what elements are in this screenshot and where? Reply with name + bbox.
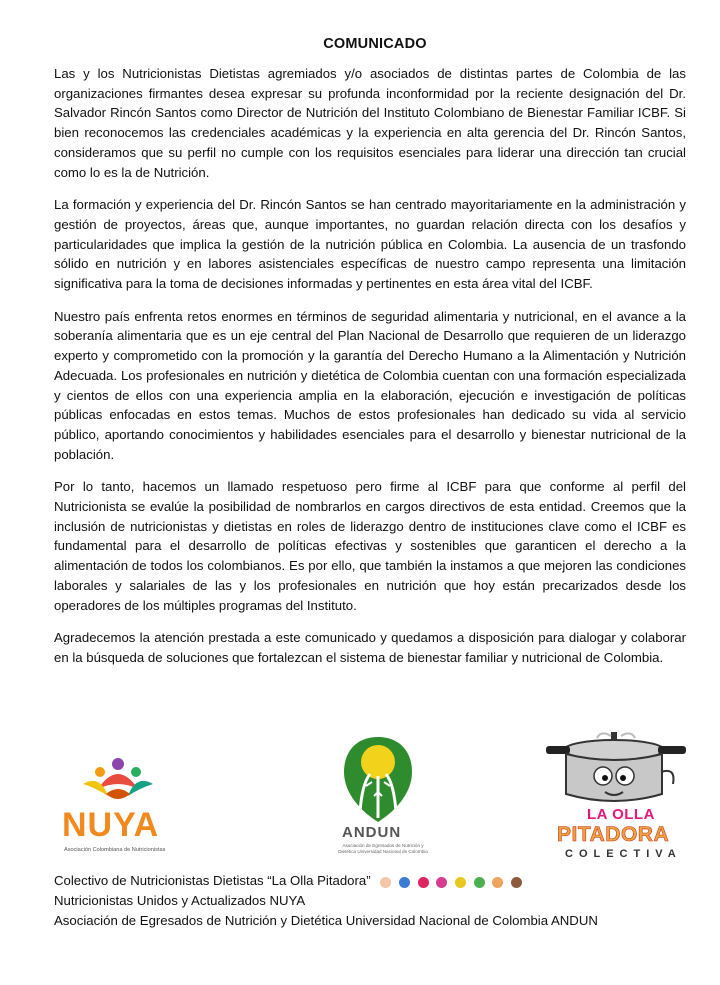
andun-wordmark: ANDUN [342,824,402,841]
olla-pitadora-logo [535,732,695,864]
paragraph-3: Nuestro país enfrenta retos enormes en términos de seguridad alimentaria y nutricional, en el avance a la soberanía alimentaria que es un eje central del Plan Nacional de Desarrollo que requieren de un liderazgo experto y comprometido con la promoción y la garantía del Derecho Humano a la Alimentación y Nutrición Adecuada. Los profesionales en nutrición y dietética de Colombia cuentan con una formación especializada y cientos de ellos con una experiencia amplia en la elaboración, ejecución e investigación de políticas públicas enfocadas en estos temas. Muchos de estos profesionales han dedicado su vida al servicio público, aportando conocimientos y habilidades esenciales para el desarrollo y bienestar nutricional de la población. [54,308,686,462]
olla-line-1: LA OLLA [587,806,655,823]
hand-emoji-icon [380,877,391,888]
nuya-figures-icon [78,754,158,809]
beans-emoji-icon [511,877,522,888]
andun-emblem-icon [340,734,416,824]
logos-row [0,732,720,862]
corn-emoji-icon [455,877,466,888]
nuya-wordmark: NUYA [62,806,160,844]
nuya-logo [60,754,190,859]
emoji-row [380,872,526,892]
olla-line-2: PITADORA [557,823,670,846]
document-title: COMUNICADO [323,36,427,52]
signatures [54,871,598,930]
signature-olla-pitadora [54,871,598,891]
pressure-cooker-icon [541,732,691,812]
andun-logo [330,732,430,860]
drop-emoji-icon [399,877,410,888]
plant-emoji-icon [474,877,485,888]
potato-emoji-icon [492,877,503,888]
nuya-subtitle: Asociación Colombiana de Nutricionistas [64,847,166,853]
signature-nuya: Nutricionistas Unidos y Actualizados NUYA [54,893,306,909]
paragraph-1: Las y los Nutricionistas Dietistas agremiados y/o asociados de distintas partes de Colombia de las organizaciones firmantes desea expresar su profunda inconformidad por la reciente designación del Dr. Salvador Rincón Santos como Director de Nutrición del Instituto Colombiano de Bienestar Familiar ICBF. Si bien reconocemos las credenciales académicas y la experiencia en alta gerencia del Dr. Rincón Santos, consideramos que su perfil no cumple con los requisitos esenciales para liderar una dirección tan crucial como lo es la de Nutrición. [54,66,686,180]
andun-subtitle: Asociación de Egresados de Nutrición y Dietética Universidad Nacional de Colombia [338,843,428,854]
signature-olla-text: Colectivo de Nutricionistas Dietistas “La Olla Pitadora” [54,873,371,888]
paragraph-4: Por lo tanto, hacemos un llamado respetuoso pero firme al ICBF para que conforme al perfil del Nutricionista se evalúe la posibilidad de nombrarlos en cargos directivos de esta entidad. Creemos que la inclusión de nutricionistas y dietistas en roles de liderazgo dentro de instituciones clave como el ICBF es fundamental para el desarrollo de políticas efectivas y sostenibles que garanticen el derecho a la alimentación de todos los colombianos. Es por ello, que también la instamos a que mejoren las condiciones laborales y salariales de las y los profesionales en nutrición que hoy están precarizados desde los operadores de los múltiples programas del Instituto. [54,479,686,613]
heart-emoji-icon [418,877,429,888]
signature-andun: Asociación de Egresados de Nutrición y Dietética Universidad Nacional de Colombia ANDUN [54,912,598,928]
olla-line-3: COLECTIVA [565,848,682,860]
paragraph-2: La formación y experiencia del Dr. Rincón Santos se han centrado mayoritariamente en la administración y gestión de proyectos, áreas que, aunque importantes, no guardan relación directa con los desafíos y particularidades que implica la gestión de la nutrición pública en Colombia. La ausencia de un trasfondo sólido en nutrición y en labores asistenciales específicas de nuestro campo representa una limitación significativa para la toma de decisiones informadas y pertinentes en esta área vital del ICBF. [54,197,686,292]
paragraph-5: Agradecemos la atención prestada a este comunicado y quedamos a disposición para dialogar y colaborar en la búsqueda de soluciones que fortalezcan el sistema de bienestar familiar y nutricional de Colombia. [54,630,686,665]
brain-emoji-icon [436,877,447,888]
